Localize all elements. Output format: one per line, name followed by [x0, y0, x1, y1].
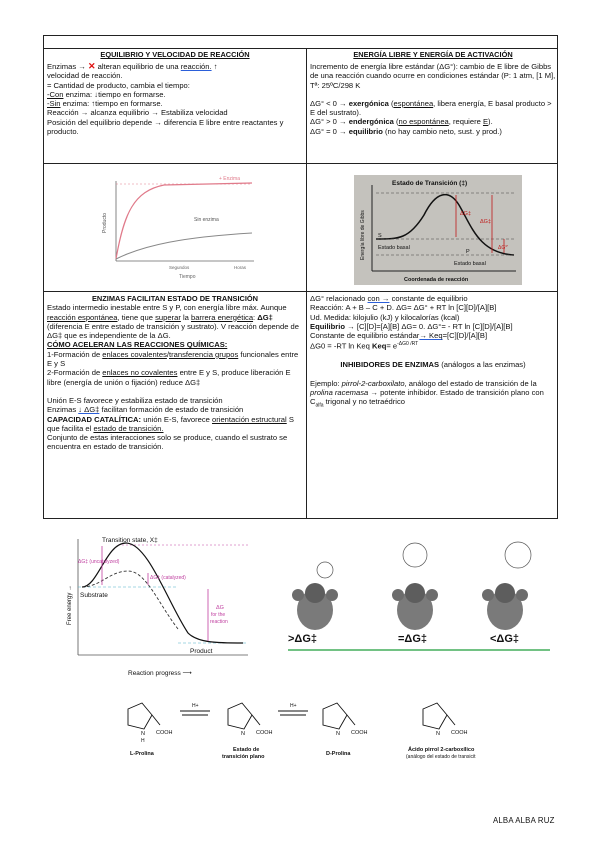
cooh-2: COOH [256, 730, 273, 736]
ts-label-2: transición plano [222, 754, 265, 760]
equilibrium-constant-text [307, 292, 559, 520]
basal-s-label: Estado basal [378, 245, 410, 251]
text: enlaces covalentes [102, 349, 167, 359]
text: / [166, 349, 170, 359]
text: no espontánea [398, 117, 449, 127]
text: Ejemplo: [310, 378, 342, 388]
text: enzima: ↓tiempo en formarse. [63, 89, 166, 99]
free-energy-text [307, 60, 559, 163]
transition-state-label: Estado de Transición (‡) [392, 180, 468, 187]
text: Conjunto de estas interacciones solo se produce, cuando el sustrato se encuentra en estado de transición. [47, 433, 288, 452]
text: Incremento de energía libre estándar (ΔG°): cambio de E libre de Gibbs de una reacción cuando ocurre en condiciones estándar (P: 1 atm, [1 M], Tª: 25ºC/298 K [310, 62, 556, 90]
how-heading: CÓMO ACELERAN LAS REACCIONES QUÍMICAS: [47, 340, 228, 350]
red-x-icon: ✕ [87, 61, 96, 71]
text: espontánea [393, 98, 434, 108]
transition-state-text [44, 292, 306, 520]
text: ΔG° > 0 → [310, 117, 349, 127]
text: ( [388, 98, 394, 108]
inhibitors-heading: INHIBIDORES DE ENZIMAS [340, 360, 440, 370]
text: alfa [315, 402, 324, 409]
text: S que facilita el [47, 414, 294, 433]
nh-label: H [141, 738, 145, 744]
text: pirrol-2-carboxilato [341, 378, 405, 388]
catalyzed-label: ΔG‡ (catalyzed) [150, 575, 186, 581]
text: (análogos a las enzimas) [439, 360, 526, 370]
no-enzyme-curve [116, 233, 252, 259]
notes-table [43, 35, 558, 519]
equal-dg-label: =ΔG‡ [398, 633, 428, 645]
text: CAPACIDAD CATALÍTICA: [47, 414, 142, 424]
text: alteran equilibrio de una [95, 62, 181, 71]
text: endergónica [348, 117, 394, 127]
text: ΔG° < 0 → [310, 98, 349, 108]
proline-scheme-figure [108, 695, 508, 775]
text: ΔG‡ [257, 312, 273, 322]
text: ↑ [211, 62, 218, 71]
uncatalyzed-label: ΔG‡ (uncatalyzed) [78, 559, 120, 565]
text: Estado intermedio inestable entre S y P, con energía libre máx. Aunque [47, 303, 287, 313]
text: Reacción: A + B – C + D. ΔG= ΔG° + RT ln [C][D]/[A][B] [310, 303, 497, 313]
dg-p-label: ΔG‡ [480, 219, 492, 225]
text: enzima: ↑tiempo en formarse. [60, 99, 163, 109]
text: velocidad de reacción. [47, 71, 123, 81]
enzyme-label: + Enzima [219, 176, 240, 182]
text: ( [393, 117, 399, 127]
transition-state-label: Transition state, X‡ [102, 537, 158, 544]
basal-p-label: Estado basal [454, 261, 486, 267]
photo-background [354, 175, 522, 285]
text: -Sin [47, 99, 61, 109]
equilibrium-title: EQUILIBRIO Y VELOCIDAD DE REACCIÓN [100, 50, 250, 59]
text: , tiene que [117, 312, 156, 322]
x-label-hours: Horas [234, 265, 247, 270]
n-3: N [336, 731, 340, 737]
substrate-label: Substrate [80, 592, 108, 599]
text: ΔG° relacionado [310, 294, 368, 303]
text: constante de equilibrio [389, 294, 468, 303]
text: , libera energía, E basal producto > E del sustrato). [310, 98, 552, 118]
n-1: N [141, 731, 145, 737]
text: prolina racemasa [310, 387, 369, 397]
velocity-figure [94, 173, 264, 283]
text: enlaces no covalentes [102, 368, 178, 378]
enzyme-equal [392, 543, 438, 630]
enzyme-large-gap [292, 562, 338, 630]
text: Keq [372, 342, 387, 352]
text: superar [155, 312, 181, 322]
no-enzyme-label: Sin enzima [194, 217, 219, 223]
text: , análogo del estado de transición de la [404, 378, 537, 388]
text: ↓ ΔG‡ [78, 405, 100, 415]
text: ΔG° = 0 → [310, 126, 349, 136]
free-energy-title: ENERGÍA LIBRE Y ENERGÍA DE ACTIVACIÓN [353, 50, 513, 59]
proton-label-2: H+ [290, 703, 297, 709]
text: orientación estructural [212, 414, 287, 424]
less-dg-label: <ΔG‡ [490, 633, 520, 645]
text: Ud. Medida: kilojulio (kJ) y kilocalorías (kcal) [310, 312, 460, 322]
l-proline-label: L-Prolina [130, 751, 154, 757]
dg-label: ΔG [216, 605, 224, 611]
text: 1-Formación de [47, 349, 103, 359]
text: estado de transición. [93, 423, 164, 433]
cooh-1: COOH [156, 730, 173, 736]
text: barrera energética [190, 312, 254, 322]
text: : [253, 312, 258, 322]
text: =[C][D]/[A][B] [442, 331, 488, 341]
text: Unión E-S favorece y estabiliza estado de transición [47, 395, 223, 405]
enzyme-fit-figure [280, 535, 560, 655]
time-label: Tiempo [179, 274, 196, 280]
equilibrium-text [44, 60, 306, 163]
text: -ΔG0 /RT [397, 341, 419, 348]
y-label: Energía libre de Gibbs [360, 210, 366, 260]
text: Constante de equilibrio estándar [310, 331, 420, 341]
enzyme-small-gap [482, 542, 531, 630]
author-name: ALBA ALBA RUZ [493, 816, 555, 825]
n-4: N [436, 731, 440, 737]
acid-label-1: Ácido pirrol 2-carboxílico [408, 747, 475, 753]
product-label: Product [190, 648, 213, 655]
text: , requiere [448, 117, 483, 127]
text: la [180, 312, 191, 322]
enzyme-curve [116, 183, 252, 259]
x-label: Coordenada de reacción [404, 277, 469, 283]
text: E [482, 117, 489, 127]
cooh-4: COOH [451, 730, 468, 736]
dg-standard-label: ΔG°' [498, 245, 509, 251]
n-2: N [241, 731, 245, 737]
text: 2-Formación de [47, 368, 103, 378]
text: entre E y S, produce liberación E libre (energía de unión o fijación) reduce ΔG‡ [47, 368, 291, 387]
text: Enzimas [47, 405, 79, 415]
s-label: S [378, 233, 382, 239]
p-label: P [466, 249, 470, 255]
text: → Keq [419, 331, 443, 341]
text: Posición del equilibrio depende → diferencia E libre entre reactantes y producto. [47, 117, 284, 137]
text: exergónica [348, 98, 389, 108]
y-label: Free energy → [67, 584, 73, 625]
text: (no hay cambio neto, sust. y prod.) [382, 126, 502, 136]
text: trigonal y no tetraédrico [323, 397, 406, 407]
reaction-progress-figure [58, 533, 254, 683]
row-divider-1 [44, 163, 557, 164]
text: → potente inhibidor. Estado de transición plano con C [310, 387, 544, 407]
text: = e [386, 342, 398, 352]
greater-dg-label: >ΔG‡ [288, 633, 318, 645]
cooh-3: COOH [351, 730, 368, 736]
reaction-label: reaction [210, 619, 228, 625]
transition-title: ENZIMAS FACILITAN ESTADO DE TRANSICIÓN [91, 294, 258, 303]
x-label: Reaction progress ⟶ [128, 670, 192, 677]
d-proline-label: D-Prolina [326, 751, 351, 757]
text: transferencia grupos [169, 349, 239, 359]
proton-label-1: H+ [192, 703, 199, 709]
text: Reacción → alcanza equilibrio → Estabiliza velocidad [47, 108, 228, 118]
text: facilitan formación de estado de transición [99, 405, 244, 415]
for-label: for the [211, 612, 226, 618]
text: ). [488, 117, 493, 127]
text: Enzimas → [47, 62, 88, 71]
ts-label-1: Estado de [233, 747, 260, 753]
text: con → [367, 294, 390, 303]
text: reacción espontánea [47, 312, 118, 322]
y-label: Producto [102, 212, 108, 233]
acid-label-2: (análogo del estado de transicit [406, 754, 476, 760]
text: ΔG0 = -RT ln Keq [310, 342, 372, 352]
x-label-seconds: Segundos [169, 265, 190, 270]
dg-s-label: ΔG‡ [460, 211, 472, 217]
text: (diferencia E entre estado de transición y sustrato). V reacción depende de ΔG‡ que es independiente de la ΔG. [47, 321, 300, 341]
text: reacción. [180, 62, 212, 71]
text: Equilibrio [310, 321, 346, 331]
text: unión E-S, favorece [141, 414, 212, 424]
text: -Con [47, 89, 64, 99]
text: → [C][D]=[A][B] ΔG= 0. ΔG°= - RT ln [C][D]/[A][B] [345, 321, 513, 331]
energy-diagram-figure [354, 175, 522, 285]
text: equilibrio [348, 126, 383, 136]
text: funcionales entre E y S [47, 349, 299, 369]
text: = Cantidad de producto, cambia el tiempo: [47, 80, 190, 90]
